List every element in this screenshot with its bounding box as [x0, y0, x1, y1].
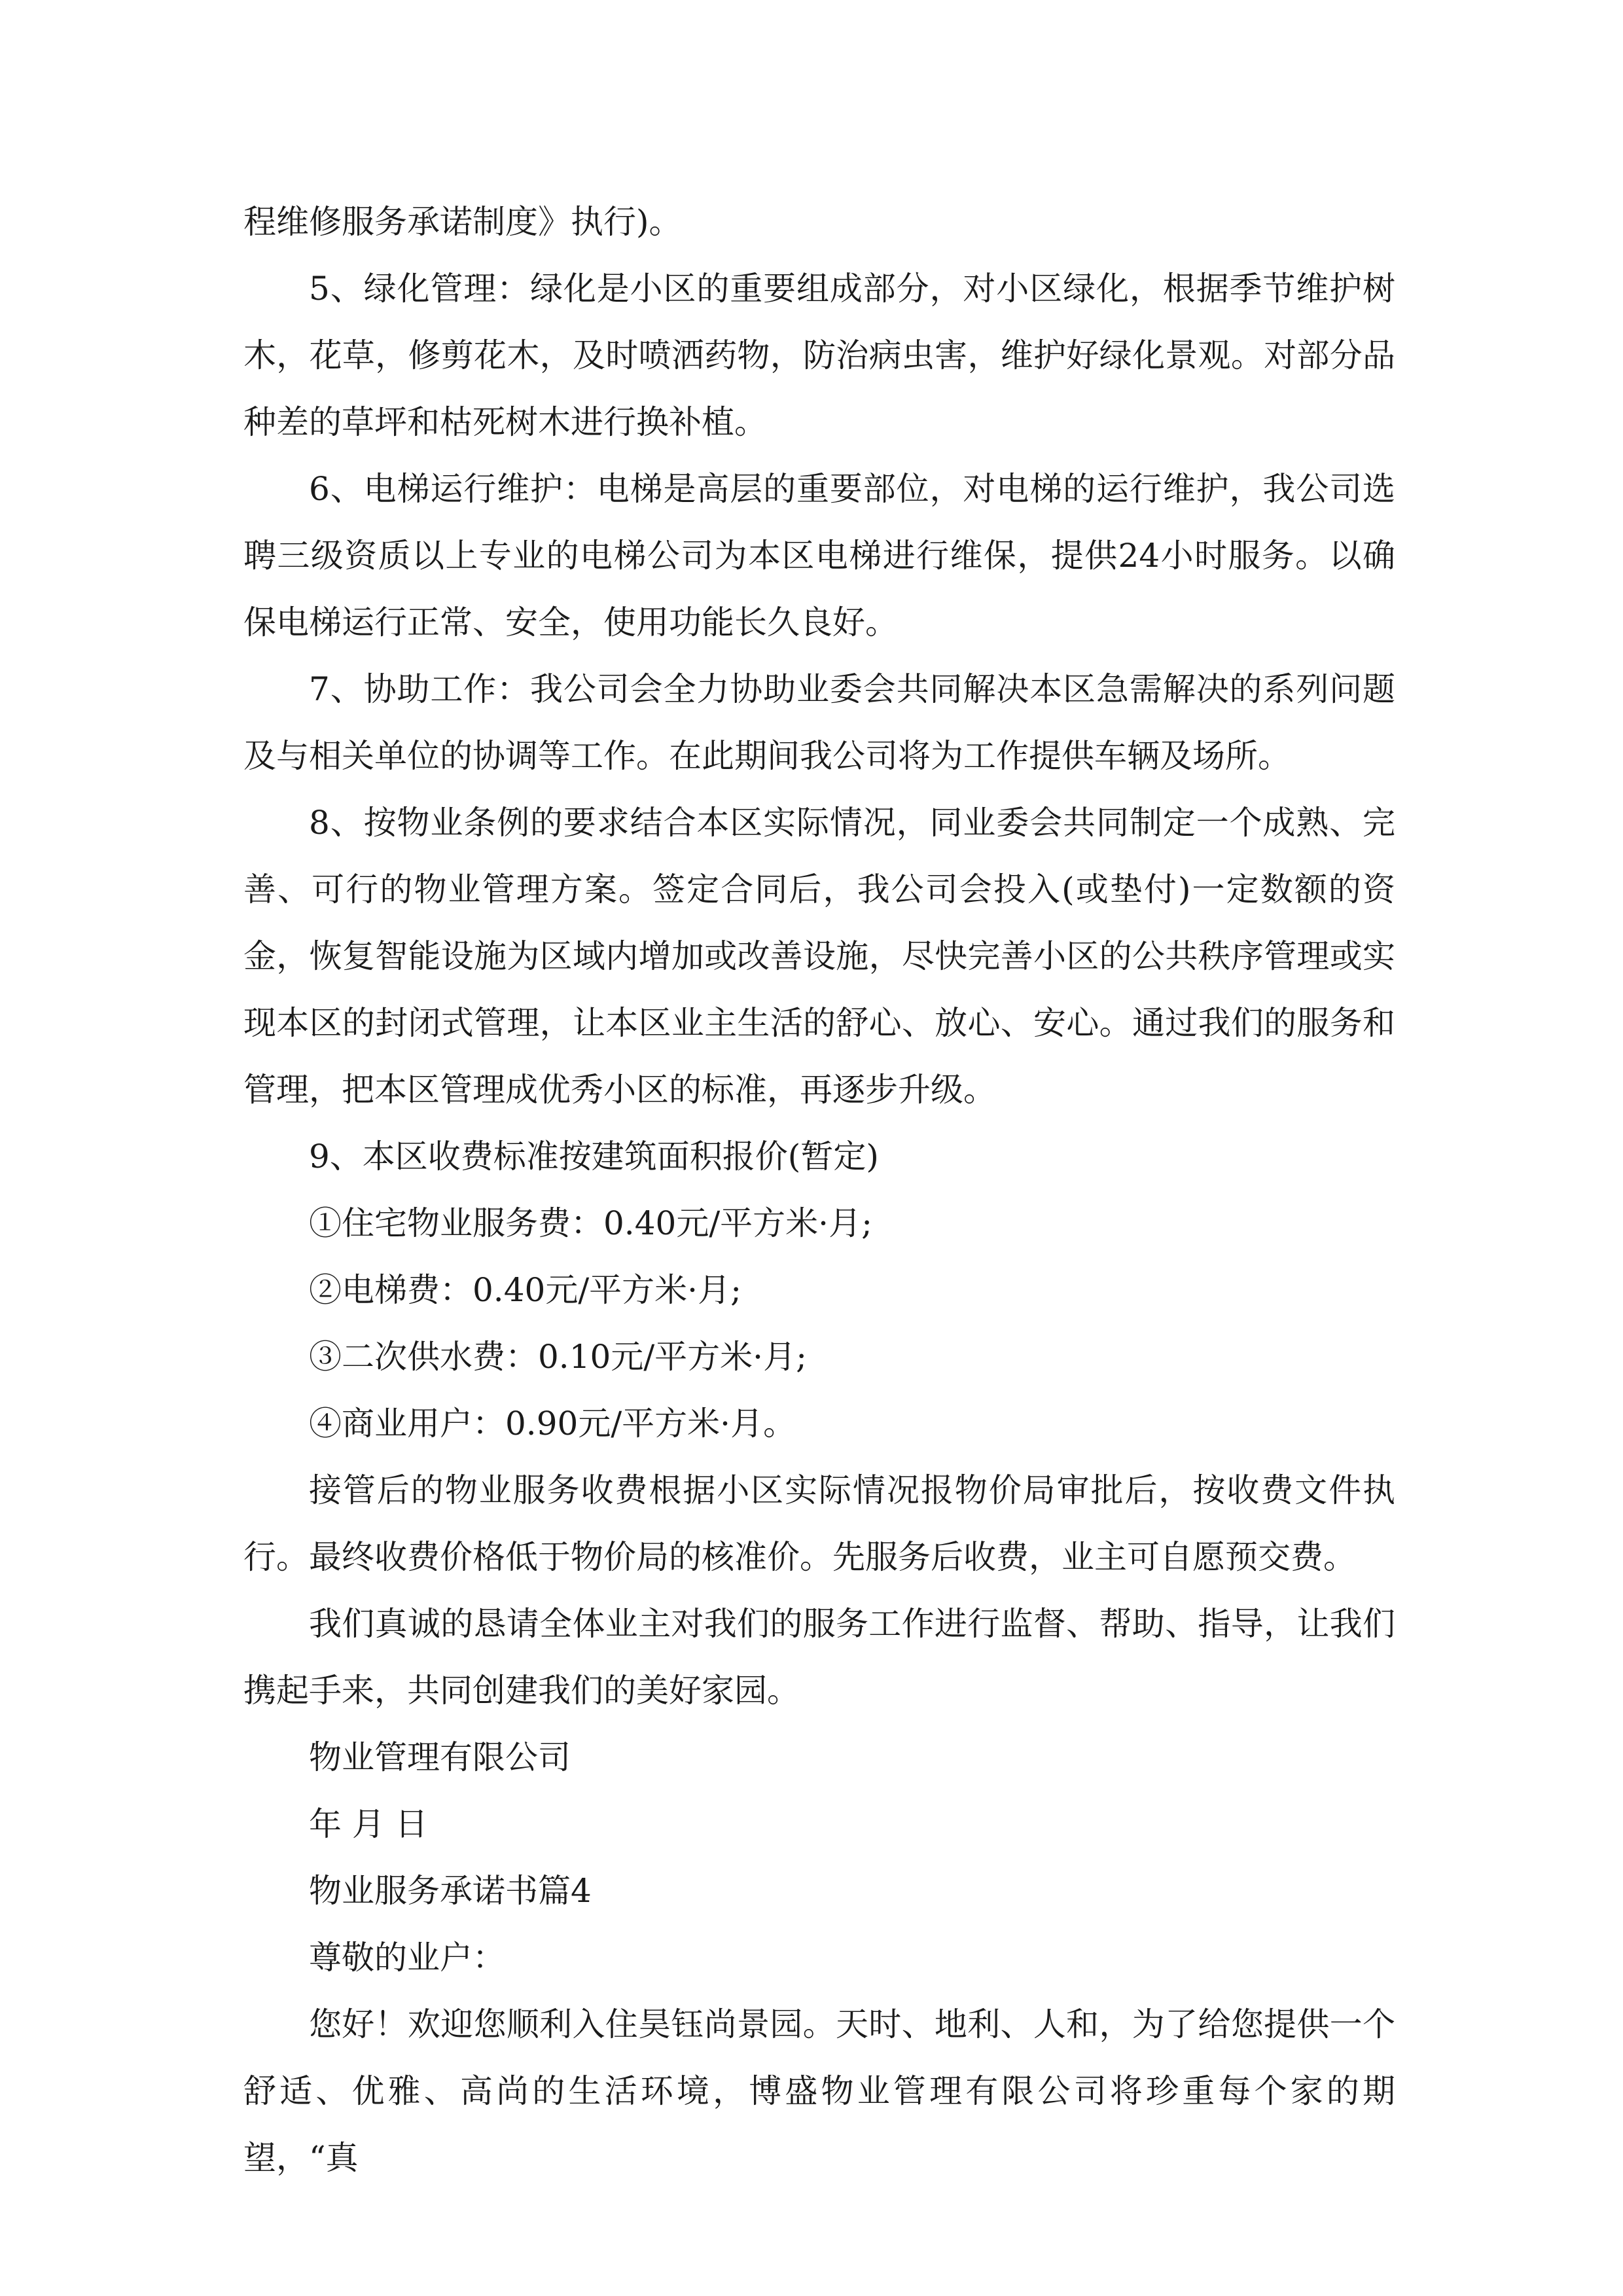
- paragraph-fee-elevator: ②电梯费：0.40元/平方米·月;: [309, 1271, 741, 1309]
- paragraph-assistance: 7、协助工作：我公司会全力协助业委会共同解决本区急需解决的系列问题及与相关单位的协调等工作。在此期间我公司将为工作提供车辆及场所。: [243, 670, 1395, 775]
- paragraph-fee-approval: 接管后的物业服务收费根据小区实际情况报物价局审批后，按收费文件执行。最终收费价格低于物价局的核准价。先服务后收费，业主可自愿预交费。: [243, 1471, 1395, 1576]
- paragraph-appeal: 我们真诚的恳请全体业主对我们的服务工作进行监督、帮助、指导，让我们携起手来，共同创建我们的美好家园。: [243, 1605, 1395, 1710]
- paragraph-fee-residential: ①住宅物业服务费：0.40元/平方米·月;: [309, 1204, 872, 1242]
- paragraph-signature-date: 年 月 日: [309, 1805, 428, 1843]
- paragraph-salutation: 尊敬的业户：: [309, 1939, 505, 1977]
- paragraph-elevator: 6、电梯运行维护：电梯是高层的重要部位，对电梯的运行维护，我公司选聘三级资质以上专业的电梯公司为本区电梯进行维保，提供24小时服务。以确保电梯运行正常、安全，使用功能长久良好。: [243, 470, 1395, 641]
- paragraph-section-title: 物业服务承诺书篇4: [309, 1872, 592, 1910]
- paragraph-fee-commercial: ④商业用户：0.90元/平方米·月。: [309, 1405, 796, 1443]
- paragraph-continuation: 程维修服务承诺制度》执行)。: [243, 203, 682, 241]
- paragraph-signature-company: 物业管理有限公司: [309, 1738, 571, 1776]
- paragraph-welcome: 您好！欢迎您顺利入住昊钰尚景园。天时、地利、人和，为了给您提供一个舒适、优雅、高尚的生活环境，博盛物业管理有限公司将珍重每个家的期望，“真: [243, 2005, 1395, 2177]
- paragraph-fee-standard: 9、本区收费标准按建筑面积报价(暂定): [309, 1138, 879, 1175]
- paragraph-management-plan: 8、按物业条例的要求结合本区实际情况，同业委会共同制定一个成熟、完善、可行的物业管理方案。签定合同后，我公司会投入(或垫付)一定数额的资金，恢复智能设施为区域内增加或改善设施，尽快完善小区的公共秩序管理或实现本区的封闭式管理，让本区业主生活的舒心、放心、安心。通过我们的服务和管理，把本区管理成优秀小区的标准，再逐步升级。: [243, 804, 1395, 1109]
- document-body: [243, 188, 1395, 2191]
- paragraph-fee-water: ③二次供水费：0.10元/平方米·月;: [309, 1338, 807, 1376]
- paragraph-greening: 5、绿化管理：绿化是小区的重要组成部分，对小区绿化，根据季节维护树木，花草，修剪花木，及时喷洒药物，防治病虫害，维护好绿化景观。对部分品种差的草坪和枯死树木进行换补植。: [243, 270, 1395, 441]
